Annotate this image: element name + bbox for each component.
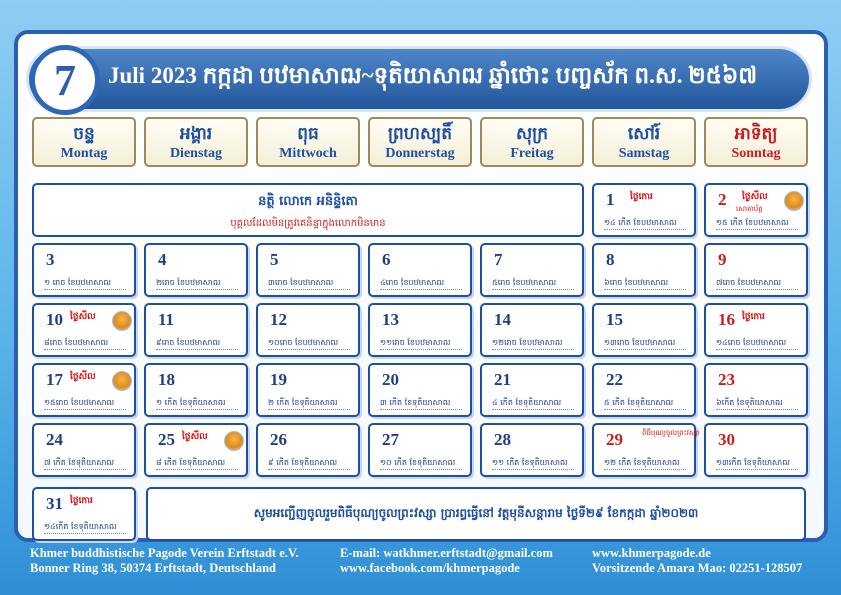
day-number: 28 <box>494 430 511 449</box>
weekday-german: Samstag <box>618 146 670 161</box>
lunar-date: ១៥រោច ខែបឋមាសាឍ <box>44 397 126 410</box>
holy-day-label: ថ្ងៃសីល <box>70 312 96 322</box>
day-number: 22 <box>606 370 623 389</box>
footer-email[interactable]: E-mail: watkhmer.erftstadt@gmail.com <box>340 546 553 560</box>
weekday-header <box>592 117 696 167</box>
day-number: 29 <box>606 430 623 449</box>
footer-address: Bonner Ring 38, 50374 Erftstadt, Deutschland <box>30 561 276 575</box>
day-number: 13 <box>382 310 399 329</box>
day-cell[interactable] <box>480 423 584 477</box>
lunar-date: ១២ កើត ខែទុតិយាសាឍ <box>604 457 686 470</box>
weekday-header <box>256 117 360 167</box>
weekday-header <box>480 117 584 167</box>
lunar-date: ៨រោច ខែបឋមាសាឍ <box>44 337 126 350</box>
day-cell[interactable] <box>480 363 584 417</box>
day-cell[interactable] <box>592 183 696 237</box>
lunar-date: ១៤កើត ខែទុតិយាសាឍ <box>44 521 126 534</box>
day-cell[interactable] <box>592 303 696 357</box>
day-cell[interactable] <box>368 243 472 297</box>
day-cell[interactable] <box>256 363 360 417</box>
holy-day-label: ថ្ងៃកោរ <box>70 496 93 506</box>
day-cell[interactable] <box>144 243 248 297</box>
page-title: Juli 2023 កក្កដា បឋមាសាឍ~ទុតិយាសាឍ ឆ្នាំថោះ បញ្ចស័ក ព.ស. ២៥៦៧ <box>108 63 758 88</box>
holy-day-label: ថ្ងៃកោរ <box>630 192 653 202</box>
event-note: សោតាប័ត្ត <box>736 205 763 213</box>
event-note: ពិធីបុណ្យចូលព្រះវស្សា <box>642 429 700 437</box>
quote-pali: នត្ថិ លោកេ អនិន្ទិតោ <box>258 194 358 209</box>
day-number: 5 <box>270 250 279 269</box>
day-number: 2 <box>718 190 727 209</box>
day-number: 23 <box>718 370 735 389</box>
day-cell[interactable] <box>592 363 696 417</box>
weekday-header <box>144 117 248 167</box>
day-number: 26 <box>270 430 287 449</box>
weekday-german: Mittwoch <box>279 146 337 161</box>
footer <box>0 544 841 595</box>
lunar-date: ៦កើត ខែទុតិយាសាឍ <box>716 397 798 410</box>
weekday-header <box>368 117 472 167</box>
weekday-khmer: ពុធ <box>297 124 319 143</box>
day-number: 31 <box>46 494 63 513</box>
day-cell[interactable] <box>480 303 584 357</box>
lunar-date: ៣រោច ខែបឋមាសាឍ <box>268 277 350 290</box>
day-cell[interactable] <box>704 423 808 477</box>
day-cell[interactable] <box>32 363 136 417</box>
lunar-date: ៥ កើត ខែទុតិយាសាឍ <box>604 397 686 410</box>
lunar-date: ១២រោច ខែបឋមាសាឍ <box>492 337 574 350</box>
lunar-date: ៥រោច ខែបឋមាសាឍ <box>492 277 574 290</box>
weekday-khmer: ចន្ទ <box>73 124 95 143</box>
day-cell[interactable] <box>704 303 808 357</box>
day-number: 14 <box>494 310 511 329</box>
day-number: 9 <box>718 250 727 269</box>
footer-org: Khmer buddhistische Pagode Verein Erftstadt e.V. <box>30 546 299 560</box>
weekday-german: Donnerstag <box>385 146 455 161</box>
lunar-date: ៤រោច ខែបឋមាសាឍ <box>380 277 462 290</box>
lunar-date: ១៣កើត ខែទុតិយាសាឍ <box>716 457 798 470</box>
day-cell[interactable] <box>368 423 472 477</box>
holy-day-label: ថ្ងៃកោរ <box>742 312 765 322</box>
quote-box <box>32 183 584 237</box>
lunar-date: ៨ កើត ខែទុតិយាសាឍ <box>156 457 238 470</box>
lunar-date: ១ កើត ខែទុតិយាសាឍ <box>156 397 238 410</box>
day-number: 1 <box>606 190 615 209</box>
lunar-date: ១៤រោច ខែបឋមាសាឍ <box>716 337 798 350</box>
lunar-date: ១៥ កើត ខែបឋមាសាឍ <box>716 217 798 230</box>
holy-day-label: ថ្ងៃសីល <box>70 372 96 382</box>
lunar-date: ១ រោច ខែបឋមាសាឍ <box>44 277 126 290</box>
day-number: 17 <box>46 370 63 389</box>
day-cell[interactable] <box>32 243 136 297</box>
weekday-german: Sonntag <box>731 146 781 161</box>
day-number: 3 <box>46 250 55 269</box>
day-number: 25 <box>158 430 175 449</box>
weekday-german: Dienstag <box>169 146 223 161</box>
weekday-khmer: ព្រហស្បតិ៍ <box>387 124 453 143</box>
lunar-date: ១១ កើត ខែទុតិយាសាឍ <box>492 457 574 470</box>
lunar-date: ៦រោច ខែបឋមាសាឍ <box>604 277 686 290</box>
weekday-khmer: អាទិត្យ <box>734 124 778 143</box>
day-cell[interactable] <box>704 363 808 417</box>
day-cell[interactable] <box>144 363 248 417</box>
lunar-date: ៤ កើត ខែទុតិយាសាឍ <box>492 397 574 410</box>
lunar-date: ១០ កើត ខែទុតិយាសាឍ <box>380 457 462 470</box>
month-badge: 7 <box>30 45 100 115</box>
footer-website[interactable]: www.khmerpagode.de <box>592 546 711 560</box>
lunar-date: ១៤ កើត ខែបឋមាសាឍ <box>604 217 686 230</box>
lunar-date: ២ កើត ខែទុតិយាសាឍ <box>268 397 350 410</box>
monk-icon <box>784 191 804 211</box>
lunar-date: ៩រោច ខែបឋមាសាឍ <box>156 337 238 350</box>
day-number: 30 <box>718 430 735 449</box>
lunar-date: ៧រោច ខែបឋមាសាឍ <box>716 277 798 290</box>
footer-facebook[interactable]: www.facebook.com/khmerpagode <box>340 561 520 575</box>
weekday-khmer: សៅរ៍ <box>627 124 661 143</box>
day-cell[interactable] <box>32 303 136 357</box>
quote-translation: បុគ្គលដែលមិនត្រូវគេនិន្ទាក្នុងលោកមិនមាន <box>230 218 386 229</box>
lunar-date: ៩ កើត ខែទុតិយាសាឍ <box>268 457 350 470</box>
invitation-box: សូមអញ្ជើញចូលរួមពិធីបុណ្យចូលព្រះវស្សា ប្រារព្ធធ្វើនៅ វត្តមុនីសន្តារាម ថ្ងៃទី២៩ ខែកក្កដា ឆ្នាំ២០២៣ <box>146 487 806 541</box>
weekday-header <box>704 117 808 167</box>
day-cell[interactable] <box>704 183 808 237</box>
day-number: 21 <box>494 370 511 389</box>
day-cell[interactable] <box>592 423 700 477</box>
day-number: 19 <box>270 370 287 389</box>
holy-day-label: ថ្ងៃសីល <box>182 432 208 442</box>
lunar-date: ១៣រោច ខែបឋមាសាឍ <box>604 337 686 350</box>
day-number: 15 <box>606 310 623 329</box>
day-number: 11 <box>158 310 175 329</box>
day-cell[interactable] <box>480 243 584 297</box>
lunar-date: ១១រោច ខែបឋមាសាឍ <box>380 337 462 350</box>
weekday-khmer: សុក្រ <box>515 124 549 143</box>
day-cell[interactable] <box>256 423 360 477</box>
day-number: 7 <box>494 250 503 269</box>
day-number: 18 <box>158 370 175 389</box>
weekday-khmer: អង្គារ <box>179 124 213 143</box>
day-number: 16 <box>718 310 735 329</box>
day-number: 6 <box>382 250 391 269</box>
day-cell[interactable] <box>256 243 360 297</box>
day-cell[interactable] <box>368 303 472 357</box>
day-cell[interactable] <box>592 243 696 297</box>
day-number: 4 <box>158 250 167 269</box>
day-cell[interactable] <box>144 303 248 357</box>
day-number: 10 <box>46 310 63 329</box>
day-cell[interactable] <box>256 303 360 357</box>
day-number: 8 <box>606 250 615 269</box>
monk-icon <box>112 371 132 391</box>
day-cell[interactable] <box>368 363 472 417</box>
monk-icon <box>112 311 132 331</box>
day-number: 20 <box>382 370 399 389</box>
day-cell[interactable] <box>704 243 808 297</box>
monk-icon <box>224 431 244 451</box>
lunar-date: ៣ កើត ខែទុតិយាសាឍ <box>380 397 462 410</box>
day-number: 24 <box>46 430 63 449</box>
lunar-date: ៧ កើត ខែទុតិយាសាឍ <box>44 457 126 470</box>
day-number: 12 <box>270 310 287 329</box>
lunar-date: ១០រោច ខែបឋមាសាឍ <box>268 337 350 350</box>
holy-day-label: ថ្ងៃសីល <box>742 192 768 202</box>
weekday-header <box>32 117 136 167</box>
day-cell[interactable] <box>32 423 136 477</box>
footer-chair: Vorsitzende Amara Mao: 02251-128507 <box>592 561 803 575</box>
day-cell[interactable] <box>32 487 136 541</box>
lunar-date: ២រោច ខែបឋមាសាឍ <box>156 277 238 290</box>
day-number: 27 <box>382 430 399 449</box>
weekday-german: Freitag <box>510 146 554 161</box>
weekday-german: Montag <box>60 146 108 161</box>
day-cell[interactable] <box>144 423 248 477</box>
